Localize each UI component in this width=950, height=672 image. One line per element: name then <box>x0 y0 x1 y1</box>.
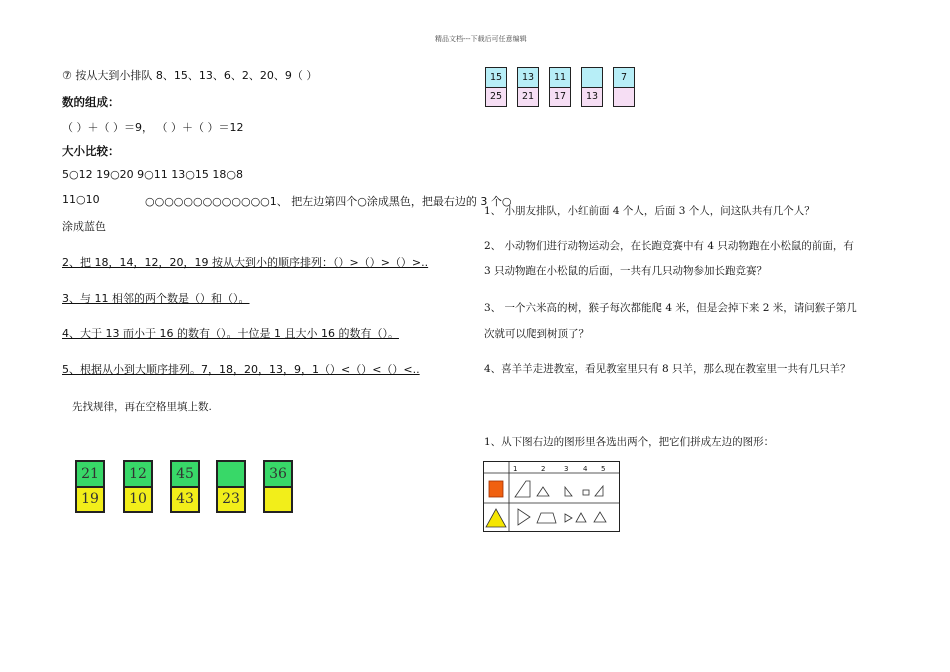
number-card-top: 12 <box>125 462 151 488</box>
circle-coloring-question-cont: 涂成蓝色 <box>62 220 106 233</box>
trapezoid-shape <box>537 513 556 523</box>
question-2: 2、把 18，14，12，20，19 按从大到小的顺序排列：（）>（）>（）>.. <box>62 256 429 269</box>
number-square-bottom: 25 <box>486 88 506 106</box>
word-problem-2-cont: 3 只动物跑在小松鼠的后面，一共有几只动物参加长跑竞赛？ <box>484 265 768 277</box>
question-order-desc: ⑦ 按从大到小排队 8、15、13、6、2、20、9（ ） <box>62 69 318 82</box>
right-triangle-shape-2 <box>595 486 603 496</box>
small-right-triangle-shape <box>565 514 572 522</box>
grid-number-3: 3 <box>564 465 569 473</box>
number-square-2 <box>517 67 539 107</box>
page-header: 精品文档---下载后可任意编辑 <box>435 35 527 43</box>
number-card-bottom: 10 <box>125 488 151 511</box>
small-square-shape <box>583 490 589 495</box>
number-card-top: 36 <box>265 462 291 488</box>
number-card-3 <box>170 460 200 513</box>
right-triangle-shape <box>565 487 572 496</box>
quadrilateral-shape <box>515 481 530 497</box>
number-card-bottom: 19 <box>77 488 103 511</box>
pattern-instruction: 先找规律，再在空格里填上数. <box>72 401 212 413</box>
word-problem-3: 3、 一个六米高的树，猴子每次都能爬 4 米，但是会掉下来 2 米，请问猴子第几 <box>484 302 857 314</box>
number-square-bottom: 13 <box>582 88 602 106</box>
number-square-bottom: 21 <box>518 88 538 106</box>
small-triangle-shape-2 <box>594 512 606 522</box>
section-composition-title: 数的组成： <box>62 95 120 109</box>
number-square-5 <box>613 67 635 107</box>
small-triangle-shape <box>576 513 586 522</box>
number-card-top: 45 <box>172 462 198 488</box>
compare-question-2: 11○10 <box>62 193 100 206</box>
orange-square-shape <box>489 481 503 497</box>
compare-question-1: 5○12 19○20 9○11 13○15 18○8 <box>62 168 243 181</box>
word-problem-2: 2、 小动物们进行动物运动会，在长跑竞赛中有 4 只动物跑在小松鼠的前面，有 <box>484 240 854 252</box>
triangle-shape <box>537 487 549 496</box>
grid-number-2: 2 <box>541 465 546 473</box>
shape-grid <box>483 461 620 532</box>
number-card-4 <box>216 460 246 513</box>
number-card-top: 21 <box>77 462 103 488</box>
number-square-3 <box>549 67 571 107</box>
grid-number-4: 4 <box>583 465 588 473</box>
shape-puzzle-instruction: 1、从下图右边的图形里各选出两个，把它们拼成左边的图形： <box>484 436 775 448</box>
yellow-triangle-shape <box>486 509 506 527</box>
question-4: 4、大于 13 而小于 16 的数有（）。十位是 1 且大小 16 的数有（）。 <box>62 327 399 340</box>
number-card-bottom <box>265 488 291 511</box>
shape-grid-drawing <box>483 461 620 532</box>
number-square-top: 15 <box>486 68 506 88</box>
word-problem-3-cont: 次就可以爬到树顶了？ <box>484 328 589 340</box>
grid-number-1: 1 <box>513 465 518 473</box>
number-square-top <box>582 68 602 88</box>
number-square-bottom <box>614 88 634 106</box>
circle-coloring-question: ○○○○○○○○○○○○○1、 把左边第四个○涂成黑色，把最右边的 3 个○ <box>145 195 512 208</box>
triangle-right-pointing-shape <box>518 509 530 525</box>
question-3: 3、与 11 相邻的两个数是（）和（）。 <box>62 292 250 305</box>
section-compare-title: 大小比较： <box>62 144 120 158</box>
number-card-5 <box>263 460 293 513</box>
question-5: 5、根据从小到大顺序排列。7，18，20，13，9，1（）<（）<（）<.. <box>62 363 420 376</box>
composition-question: （ ）＋（ ）＝9， （ ）＋（ ）＝12 <box>62 121 244 134</box>
number-square-top: 13 <box>518 68 538 88</box>
number-card-1 <box>75 460 105 513</box>
number-card-bottom: 23 <box>218 488 244 511</box>
grid-number-5: 5 <box>601 465 606 473</box>
number-square-bottom: 17 <box>550 88 570 106</box>
number-square-top: 11 <box>550 68 570 88</box>
number-card-bottom: 43 <box>172 488 198 511</box>
number-square-4 <box>581 67 603 107</box>
number-square-top: 7 <box>614 68 634 88</box>
number-square-1 <box>485 67 507 107</box>
number-card-top <box>218 462 244 488</box>
number-card-2 <box>123 460 153 513</box>
word-problem-4: 4、喜羊羊走进教室，看见教室里只有 8 只羊，那么现在教室里一共有几只羊？ <box>484 363 851 375</box>
word-problem-1: 1、 小朋友排队，小红前面 4 个人，后面 3 个人，问这队共有几个人？ <box>484 205 815 217</box>
